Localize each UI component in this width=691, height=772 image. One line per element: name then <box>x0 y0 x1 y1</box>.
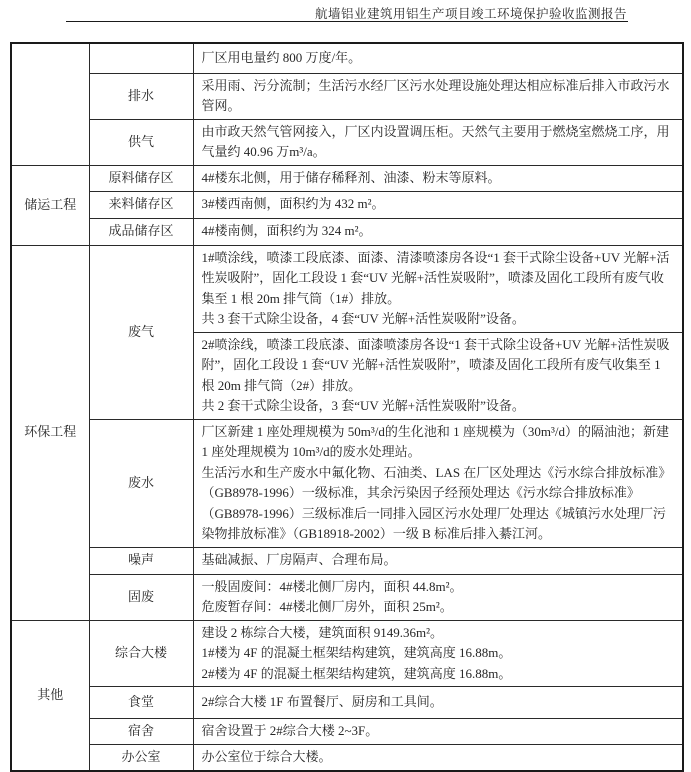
content-cell <box>193 218 683 245</box>
content-cell <box>193 191 683 218</box>
content-paragraph: 2#喷涂线，喷漆工段底漆、面漆喷漆房各设“1 套干式除尘设备+UV 光解+活性炭吸附”，固化工段设 1 套“UV 光解+活性炭吸附”，喷漆及固化工段所有废气收集至 1 根 20m 排气筒（2#）排放。 <box>201 336 670 393</box>
content-cell <box>193 744 683 771</box>
content-paragraph: 1#喷涂线，喷漆工段底漆、面漆、清漆喷漆房各设“1 套干式除尘设备+UV 光解+活性炭吸附”，固化工段设 1 套“UV 光解+活性炭吸附”，喷漆及固化工段所有废气收集至 1 根 20m 排气筒（1#）排放。 <box>201 249 670 306</box>
row-label-cell: 成品储存区 <box>89 218 193 245</box>
row-label-cell: 宿舍 <box>89 719 193 745</box>
section-label-cell <box>11 43 89 165</box>
content-paragraph: 建设 2 栋综合大楼，建筑面积 9149.36m²。 <box>201 624 444 640</box>
content-cell <box>193 719 683 745</box>
content-paragraph: 危废暂存间：4#楼北侧厂房外，面积 25m²。 <box>201 599 453 614</box>
table-row <box>11 165 683 191</box>
content-paragraph: 办公室位于综合大楼。 <box>201 749 332 764</box>
table-row <box>11 43 683 73</box>
row-label-cell: 综合大楼 <box>89 620 193 687</box>
content-cell <box>193 547 683 574</box>
table-row <box>11 218 683 245</box>
content-cell <box>193 245 683 332</box>
content-cell <box>193 332 683 419</box>
content-paragraph: 由市政天然气管网接入，厂区内设置调压柜。天然气主要用于燃烧室燃烧工序，用气量约 40.96 万m³/a。 <box>201 123 670 159</box>
table-row <box>11 73 683 119</box>
row-label-cell: 噪声 <box>89 547 193 574</box>
table-row <box>11 419 683 547</box>
content-cell <box>193 574 683 620</box>
row-label-cell: 废气 <box>89 245 193 419</box>
row-label-cell: 来料储存区 <box>89 191 193 218</box>
content-paragraph: 2#综合大楼 1F 布置餐厅、厨房和工具间。 <box>201 694 443 710</box>
table-row <box>11 547 683 574</box>
row-label-cell: 废水 <box>89 419 193 547</box>
report-header-title: 航墙铝业建筑用铝生产项目竣工环境保护验收监测报告 <box>314 7 627 21</box>
row-label-cell: 办公室 <box>89 744 193 771</box>
content-paragraph: 4#楼东北侧，用于储存稀释剂、油漆、粉末等原料。 <box>201 169 501 185</box>
table-row <box>11 620 683 687</box>
section-label-cell: 环保工程 <box>11 245 89 620</box>
row-label-cell: 原料储存区 <box>89 165 193 191</box>
table-row <box>11 245 683 332</box>
content-paragraph: 宿舍设置于 2#综合大楼 2~3F。 <box>201 723 379 738</box>
section-label-cell: 其他 <box>11 620 89 771</box>
content-paragraph: 共 3 套干式除尘设备，4 套“UV 光解+活性炭吸附”设备。 <box>201 311 525 326</box>
table-row <box>11 744 683 771</box>
row-label-cell: 排水 <box>89 73 193 119</box>
row-label-cell: 固废 <box>89 574 193 620</box>
row-label-cell <box>89 43 193 73</box>
section-label-cell: 储运工程 <box>11 165 89 245</box>
content-paragraph: 2#楼为 4F 的混凝土框架结构建筑，建筑高度 16.88m。 <box>201 665 512 681</box>
row-label-cell: 食堂 <box>89 687 193 719</box>
content-paragraph: 生活污水和生产废水中氟化物、石油类、LAS 在厂区处理达《污水综合排放标准》（GB8978-1996）一级标准，其余污染因子经预处理达《污水综合排放标准》（GB8978-1996）三级标准后一同排入园区污水处理厂处理达《城镇污水处理厂污染物排放标准》（GB18918-2002）一级 B 标准后排入綦江河。 <box>201 464 672 541</box>
content-cell <box>193 73 683 119</box>
content-paragraph: 厂区新建 1 座处理规模为 50m³/d的生化池和 1 座规模为（30m³/d）的隔油池；新建 1 座处理规模为 10m³/d的废水处理站。 <box>201 423 669 459</box>
table-row <box>11 687 683 719</box>
content-cell <box>193 43 683 73</box>
content-cell <box>193 165 683 191</box>
content-cell <box>193 119 683 165</box>
content-paragraph: 厂区用电量约 800 万度/年。 <box>201 50 362 65</box>
project-overview-table <box>10 42 684 772</box>
content-paragraph: 一般固废间：4#楼北侧厂房内，面积 44.8m²。 <box>201 578 463 594</box>
content-paragraph: 1#楼为 4F 的混凝土框架结构建筑，建筑高度 16.88m。 <box>201 645 512 660</box>
content-paragraph: 基础减振、厂房隔声、合理布局。 <box>201 552 397 568</box>
content-paragraph: 共 2 套干式除尘设备，3 套“UV 光解+活性炭吸附”设备。 <box>201 398 525 413</box>
header-rule <box>66 21 628 22</box>
table-row <box>11 191 683 218</box>
table-row <box>11 719 683 745</box>
row-label-cell: 供气 <box>89 119 193 165</box>
content-cell <box>193 620 683 687</box>
content-paragraph: 4#楼南侧，面积约为 324 m²。 <box>201 223 372 239</box>
content-paragraph: 采用雨、污分流制；生活污水经厂区污水处理设施处理达相应标准后排入市政污水管网。 <box>201 77 670 113</box>
content-cell <box>193 419 683 547</box>
table-row <box>11 119 683 165</box>
content-paragraph: 3#楼西南侧，面积约为 432 m²。 <box>201 196 385 212</box>
content-cell <box>193 687 683 719</box>
table-row <box>11 574 683 620</box>
